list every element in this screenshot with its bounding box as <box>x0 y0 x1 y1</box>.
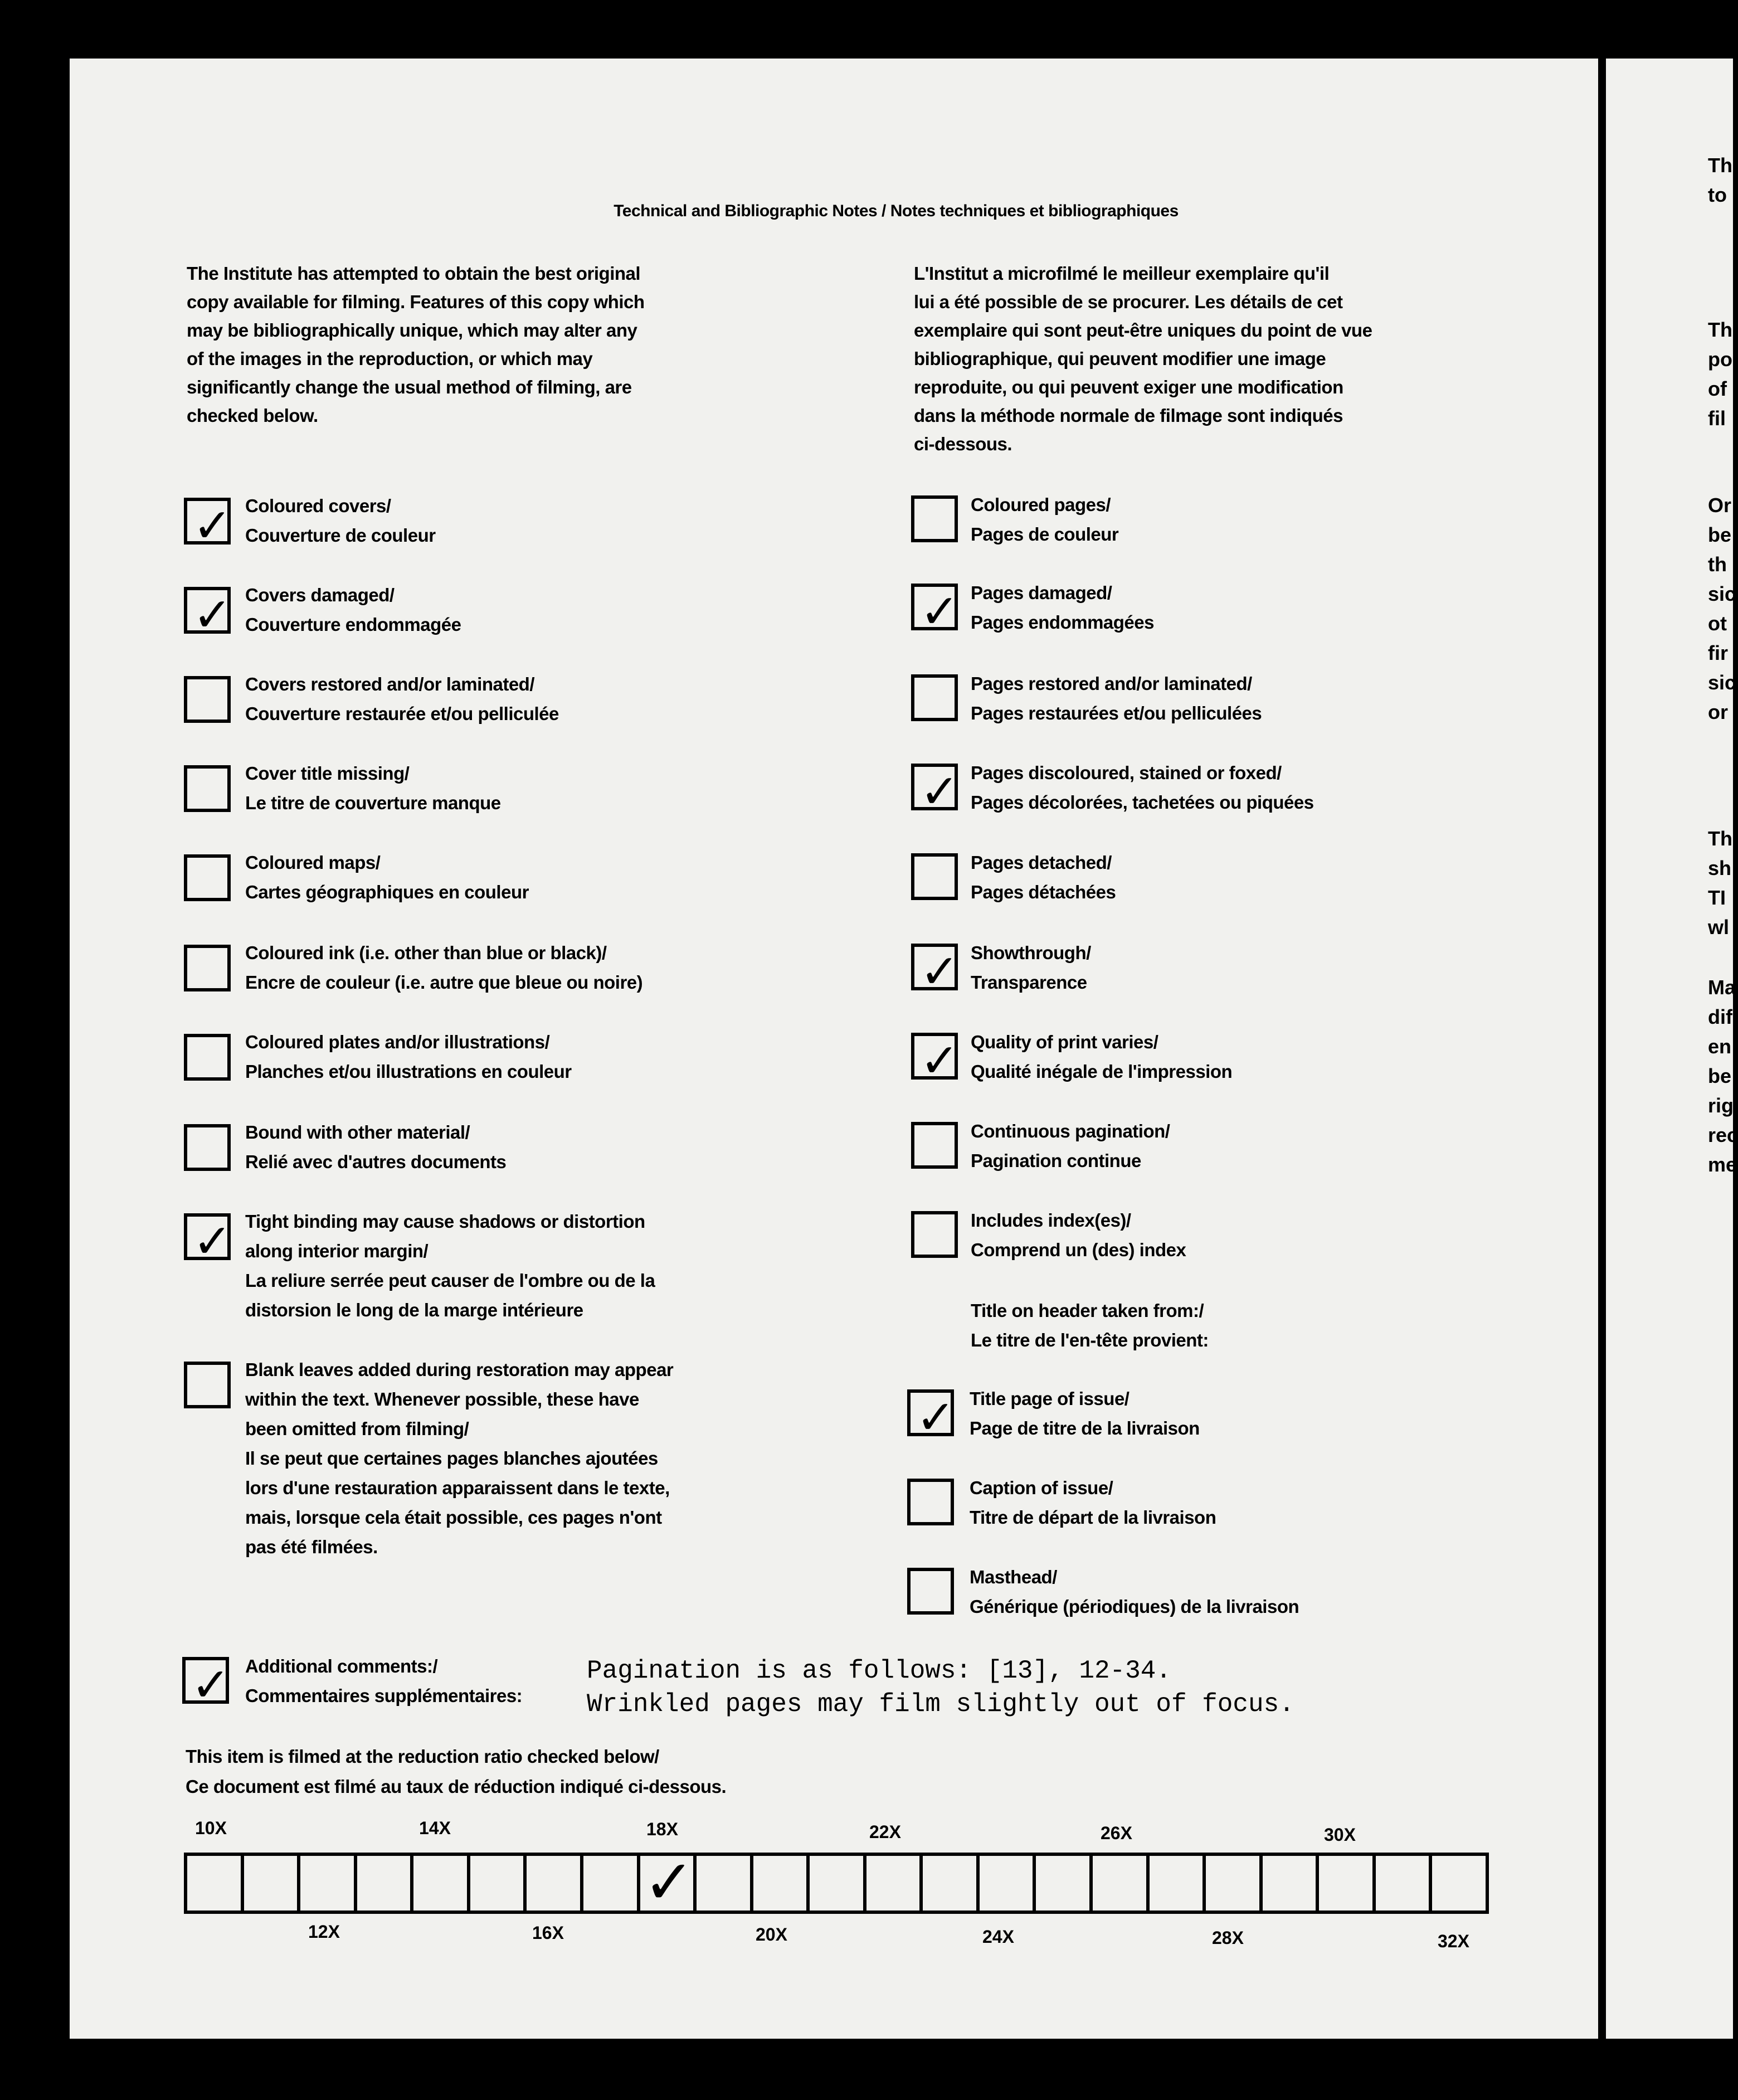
check-mark-icon: ✓ <box>916 1390 956 1445</box>
left-item-checkbox-0[interactable] <box>184 498 232 553</box>
check-mark-icon: ✓ <box>643 1846 695 1918</box>
page-fold <box>1598 59 1606 2039</box>
ratio-cell[interactable] <box>1263 1856 1320 1911</box>
ratio-cell[interactable] <box>1376 1856 1433 1911</box>
right-item-checkbox-7[interactable] <box>911 1122 958 1169</box>
cut-off-text: Th to <box>1708 154 1732 206</box>
ratio-cell[interactable] <box>357 1856 414 1911</box>
left-item-label-1: Covers damaged/ Couverture endommagée <box>245 585 461 635</box>
ratio-label-top: 18X <box>646 1819 678 1839</box>
cut-off-text: Th sh TI wl <box>1708 827 1732 939</box>
ratio-cell[interactable] <box>1319 1856 1376 1911</box>
ratio-cell[interactable] <box>1036 1856 1093 1911</box>
reduction-ratio-heading: This item is filmed at the reduction ratio checked below/ Ce document est filmé au taux de réduction indiqué ci-dessous. <box>186 1746 727 1797</box>
reduction-ratio-strip[interactable] <box>184 1846 1489 1918</box>
ratio-cell[interactable] <box>980 1856 1036 1911</box>
left-item-label-3: Cover title missing/ Le titre de couverture manque <box>245 763 501 813</box>
left-item-checkbox-4[interactable] <box>184 854 231 901</box>
left-item-label-9: Blank leaves added during restoration may appear within the text. Whenever possible, these have been omitted from filming/ Il se peut que certaines pages blanches ajoutées lors d'une restauration apparaissent dans le texte, mais, lorsque cela était possible, ces pages n'ont pas été filmées. <box>245 1359 674 1557</box>
left-item-label-2: Covers restored and/or laminated/ Couverture restaurée et/ou pelliculée <box>245 674 559 724</box>
left-item-checkbox-8[interactable] <box>184 1213 232 1268</box>
ratio-cell[interactable] <box>527 1856 583 1911</box>
ratio-cell[interactable] <box>1150 1856 1206 1911</box>
ratio-cell[interactable] <box>470 1856 527 1911</box>
ratio-label-top: 30X <box>1324 1825 1356 1845</box>
right-item-label-3: Pages discoloured, stained or foxed/ Pages décolorées, tachetées ou piquées <box>971 762 1314 813</box>
ratio-label-top: 22X <box>869 1822 901 1842</box>
check-mark-icon: ✓ <box>920 1033 960 1088</box>
right-item-2-checkbox-0[interactable] <box>907 1389 956 1445</box>
ratio-cell[interactable] <box>1206 1856 1263 1911</box>
ratio-cell[interactable] <box>244 1856 301 1911</box>
cut-off-text: Or be th sic ot fir sic or <box>1708 494 1736 723</box>
right-item-checkbox-8[interactable] <box>911 1211 958 1258</box>
page-title: Technical and Bibliographic Notes / Notes techniques et bibliographiques <box>614 202 1179 220</box>
check-mark-icon: ✓ <box>191 1657 231 1712</box>
check-mark-icon: ✓ <box>920 584 960 639</box>
right-item-label-7: Continuous pagination/ Pagination continue <box>971 1121 1170 1171</box>
left-item-label-4: Coloured maps/ Cartes géographiques en couleur <box>245 852 529 902</box>
right-item-label-6: Quality of print varies/ Qualité inégale de l'impression <box>971 1032 1233 1082</box>
ratio-cell[interactable] <box>300 1856 357 1911</box>
intro-french: L'Institut a microfilmé le meilleur exemplaire qu'il lui a été possible de se procurer. Les détails de cet exemplaire qui sont peut-être uniques du point de vue bibliographique, qui peuvent modifier une image reproduite, ou qui peuvent exiger une modification dans la méthode normale de filmage sont indiqués ci-dessous. <box>914 263 1372 454</box>
check-mark-icon: ✓ <box>193 587 232 642</box>
ratio-label-bottom: 28X <box>1212 1928 1244 1948</box>
ratio-cell[interactable] <box>640 1846 697 1918</box>
additional-comments-label: Additional comments:/ Commentaires supplémentaires: <box>245 1656 523 1706</box>
left-item-label-5: Coloured ink (i.e. other than blue or black)/ Encre de couleur (i.e. autre que bleue ou noire) <box>245 942 643 993</box>
ratio-cell[interactable] <box>413 1856 470 1911</box>
right-item-checkbox-0[interactable] <box>911 495 958 542</box>
right-item-checkbox-3[interactable] <box>911 764 960 819</box>
check-mark-icon: ✓ <box>920 944 960 999</box>
ratio-label-bottom: 12X <box>308 1922 340 1942</box>
right-item-checkbox-6[interactable] <box>911 1033 960 1088</box>
ratio-label-bottom: 16X <box>532 1923 564 1943</box>
header-title-note: Title on header taken from:/ Le titre de l'en-tête provient: <box>971 1300 1209 1350</box>
comment-line-2: Wrinkled pages may film slightly out of focus. <box>587 1690 1294 1719</box>
right-item-2-label-2: Masthead/ Générique (périodiques) de la livraison <box>970 1567 1299 1617</box>
left-item-checkbox-1[interactable] <box>184 587 232 642</box>
right-item-checkbox-2[interactable] <box>911 674 958 721</box>
right-item-label-4: Pages detached/ Pages détachées <box>971 852 1116 902</box>
ratio-cell[interactable] <box>810 1856 866 1911</box>
ratio-label-top: 26X <box>1101 1823 1132 1843</box>
cut-off-text: Th po of fil <box>1708 318 1732 430</box>
right-item-2-checkbox-1[interactable] <box>907 1479 954 1525</box>
ratio-label-bottom: 32X <box>1438 1931 1469 1951</box>
left-item-label-6: Coloured plates and/or illustrations/ Planches et/ou illustrations en couleur <box>245 1032 572 1082</box>
ratio-cell[interactable] <box>923 1856 980 1911</box>
additional-comments-checkbox[interactable] <box>182 1657 231 1712</box>
right-item-2-label-0: Title page of issue/ Page de titre de la livraison <box>970 1388 1200 1438</box>
ratio-label-top: 14X <box>419 1818 451 1838</box>
comment-line-1: Pagination is as follows: [13], 12-34. <box>587 1656 1171 1685</box>
right-item-2-checkbox-2[interactable] <box>907 1568 954 1615</box>
right-item-label-0: Coloured pages/ Pages de couleur <box>971 494 1119 545</box>
left-item-checkbox-7[interactable] <box>184 1124 231 1171</box>
right-item-label-5: Showthrough/ Transparence <box>971 942 1091 993</box>
ratio-label-top: 10X <box>195 1818 227 1838</box>
left-item-label-0: Coloured covers/ Couverture de couleur <box>245 495 436 546</box>
check-mark-icon: ✓ <box>193 1214 232 1268</box>
left-item-checkbox-3[interactable] <box>184 765 231 812</box>
left-item-checkbox-5[interactable] <box>184 945 231 991</box>
right-item-label-8: Includes index(es)/ Comprend un (des) index <box>971 1210 1186 1260</box>
ratio-cell[interactable] <box>187 1856 244 1911</box>
cut-off-text: Ma dif en be rig rec me <box>1708 976 1738 1176</box>
right-item-checkbox-4[interactable] <box>911 853 958 900</box>
left-item-checkbox-9[interactable] <box>184 1362 231 1408</box>
right-item-checkbox-5[interactable] <box>911 944 960 999</box>
ratio-cell[interactable] <box>697 1856 753 1911</box>
ratio-cell[interactable] <box>583 1856 640 1911</box>
ratio-cell[interactable] <box>1432 1856 1486 1911</box>
ratio-cell[interactable] <box>1093 1856 1150 1911</box>
right-item-checkbox-1[interactable] <box>911 584 960 639</box>
right-item-label-1: Pages damaged/ Pages endommagées <box>971 582 1154 633</box>
right-item-label-2: Pages restored and/or laminated/ Pages restaurées et/ou pelliculées <box>971 673 1262 723</box>
left-item-checkbox-2[interactable] <box>184 676 231 723</box>
check-mark-icon: ✓ <box>920 764 960 819</box>
check-mark-icon: ✓ <box>193 498 232 553</box>
ratio-label-bottom: 20X <box>756 1924 787 1945</box>
left-item-label-7: Bound with other material/ Relié avec d'autres documents <box>245 1122 507 1172</box>
ratio-cell[interactable] <box>866 1856 923 1911</box>
ratio-label-bottom: 24X <box>982 1927 1014 1947</box>
right-item-2-label-1: Caption of issue/ Titre de départ de la livraison <box>970 1477 1216 1528</box>
left-item-checkbox-6[interactable] <box>184 1034 231 1081</box>
intro-english: The Institute has attempted to obtain the best original copy available for filming. Features of this copy which may be bibliographically unique, which may alter any of the images in the reproduction, or which may significantly change the usual method of filming, are checked below. <box>187 263 645 426</box>
left-item-label-8: Tight binding may cause shadows or distortion along interior margin/ La reliure serrée peut causer de l'ombre ou de la distorsion le long de la marge intérieure <box>245 1211 655 1320</box>
ratio-cell[interactable] <box>753 1856 810 1911</box>
